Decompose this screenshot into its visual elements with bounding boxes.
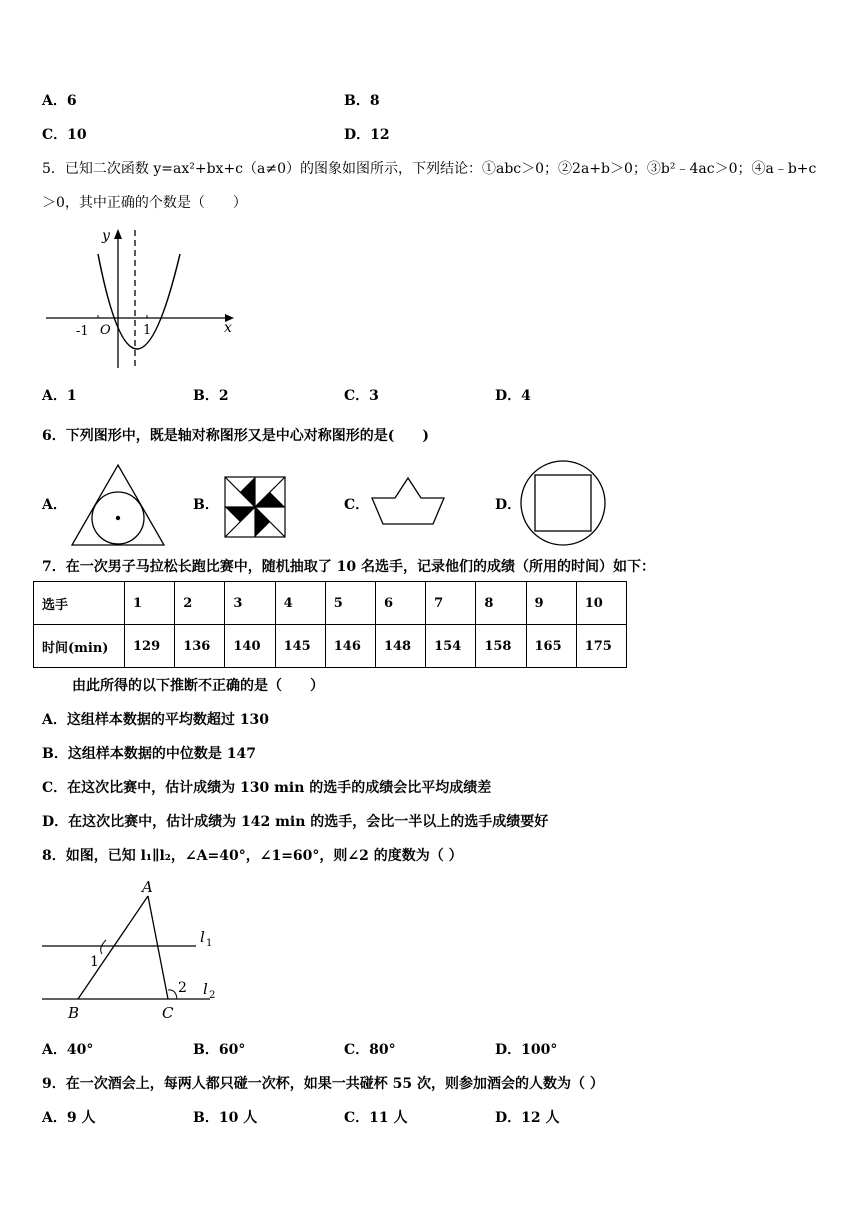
table-cell: 1 <box>125 582 175 625</box>
q5-x-axis-label: x <box>224 320 232 336</box>
crown-boat-icon <box>370 474 446 528</box>
table-cell: 10 <box>576 582 626 625</box>
q7-stem: 7．在一次男子马拉松长跑比赛中，随机抽取了 10 名选手，记录他们的成绩（所用的时间）如下： <box>42 559 655 575</box>
table-cell: 9 <box>526 582 576 625</box>
q9-option-b: B．10 人 <box>193 1110 258 1126</box>
q8-option-b: B．60° <box>193 1042 246 1058</box>
table-cell: 6 <box>375 582 425 625</box>
q7-option-b: B．这组样本数据的中位数是 147 <box>42 746 256 762</box>
q5-stem-line2: ＞0，其中正确的个数是（ ） <box>42 195 247 211</box>
q8-label-b: B <box>68 1004 80 1022</box>
q8-option-d: D．100° <box>495 1042 558 1058</box>
table-cell: 5 <box>325 582 375 625</box>
table-header-time: 时间(min) <box>34 625 125 668</box>
table-cell: 145 <box>275 625 325 668</box>
q8-label-l1-sub: 1 <box>206 938 213 949</box>
table-cell: 148 <box>375 625 425 668</box>
table-row <box>34 625 627 668</box>
q6-stem: 6．下列图形中，既是轴对称图形又是中心对称图形的是( ) <box>42 428 429 444</box>
q5-option-d: D．4 <box>495 388 531 404</box>
q5-option-a: A．1 <box>42 388 77 404</box>
q6-option-b: B． <box>193 497 219 513</box>
table-cell: 8 <box>476 582 526 625</box>
q8-label-l2: l <box>203 980 208 998</box>
q5-y-axis-label: y <box>102 228 110 244</box>
table-cell: 7 <box>426 582 476 625</box>
pinwheel-icon <box>222 474 288 540</box>
table-cell: 140 <box>225 625 275 668</box>
q5-one-label: 1 <box>143 323 152 338</box>
q8-label-c: C <box>162 1004 174 1022</box>
q8-option-c: C．80° <box>344 1042 396 1058</box>
table-cell: 4 <box>275 582 325 625</box>
q4-option-a: A．6 <box>42 93 77 109</box>
table-cell: 158 <box>476 625 526 668</box>
circle-square-icon <box>519 459 607 547</box>
marathon-table <box>33 581 627 668</box>
q5-neg1-label: -1 <box>76 324 89 339</box>
q7-option-c: C．在这次比赛中，估计成绩为 130 min 的选手的成绩会比平均成绩差 <box>42 780 492 796</box>
q4-option-c: C．10 <box>42 127 87 143</box>
q7-option-a: A．这组样本数据的平均数超过 130 <box>42 712 269 728</box>
q5-option-b: B．2 <box>193 388 229 404</box>
table-cell: 2 <box>175 582 225 625</box>
q9-option-d: D．12 人 <box>495 1110 560 1126</box>
q7-option-d: D．在这次比赛中，估计成绩为 142 min 的选手，会比一半以上的选手成绩要好 <box>42 814 549 830</box>
q8-label-l1: l <box>200 928 205 946</box>
table-header-runner: 选手 <box>34 582 125 625</box>
table-cell: 136 <box>175 625 225 668</box>
q4-option-b: B．8 <box>344 93 380 109</box>
q8-stem: 8．如图，已知 l₁∥l₂，∠A=40°，∠1=60°，则∠2 的度数为（ ） <box>42 848 463 864</box>
q5-option-c: C．3 <box>344 388 379 404</box>
table-cell: 3 <box>225 582 275 625</box>
q8-parallel-lines-figure <box>40 876 230 1026</box>
q8-label-angle2: 2 <box>178 980 187 996</box>
table-cell: 175 <box>576 625 626 668</box>
q5-origin-label: O <box>100 323 111 338</box>
q9-option-c: C．11 人 <box>344 1110 408 1126</box>
table-cell: 146 <box>325 625 375 668</box>
q5-stem-line1: 5．已知二次函数 y=ax²+bx+c（a≠0）的图象如图所示，下列结论：①abc＞0；②2a+b＞0；③b²﹣4ac＞0；④a﹣b+c <box>42 161 817 177</box>
q5-parabola-figure <box>40 224 250 374</box>
q7-prompt: 由此所得的以下推断不正确的是（ ） <box>72 678 324 694</box>
q8-label-angle1: 1 <box>90 954 99 970</box>
q4-option-d: D．12 <box>344 127 390 143</box>
triangle-incircle-icon <box>70 463 166 547</box>
table-cell: 129 <box>125 625 175 668</box>
q6-option-c: C． <box>344 497 370 513</box>
q8-label-a: A <box>142 878 153 896</box>
table-cell: 154 <box>426 625 476 668</box>
q8-label-l2-sub: 2 <box>209 990 216 1001</box>
q8-option-a: A．40° <box>42 1042 94 1058</box>
table-cell: 165 <box>526 625 576 668</box>
q6-option-d: D． <box>495 497 522 513</box>
q9-stem: 9．在一次酒会上，每两人都只碰一次杯，如果一共碰杯 55 次，则参加酒会的人数为（ ） <box>42 1076 604 1092</box>
q9-option-a: A．9 人 <box>42 1110 96 1126</box>
table-row <box>34 582 627 625</box>
q6-option-a: A． <box>42 497 67 513</box>
